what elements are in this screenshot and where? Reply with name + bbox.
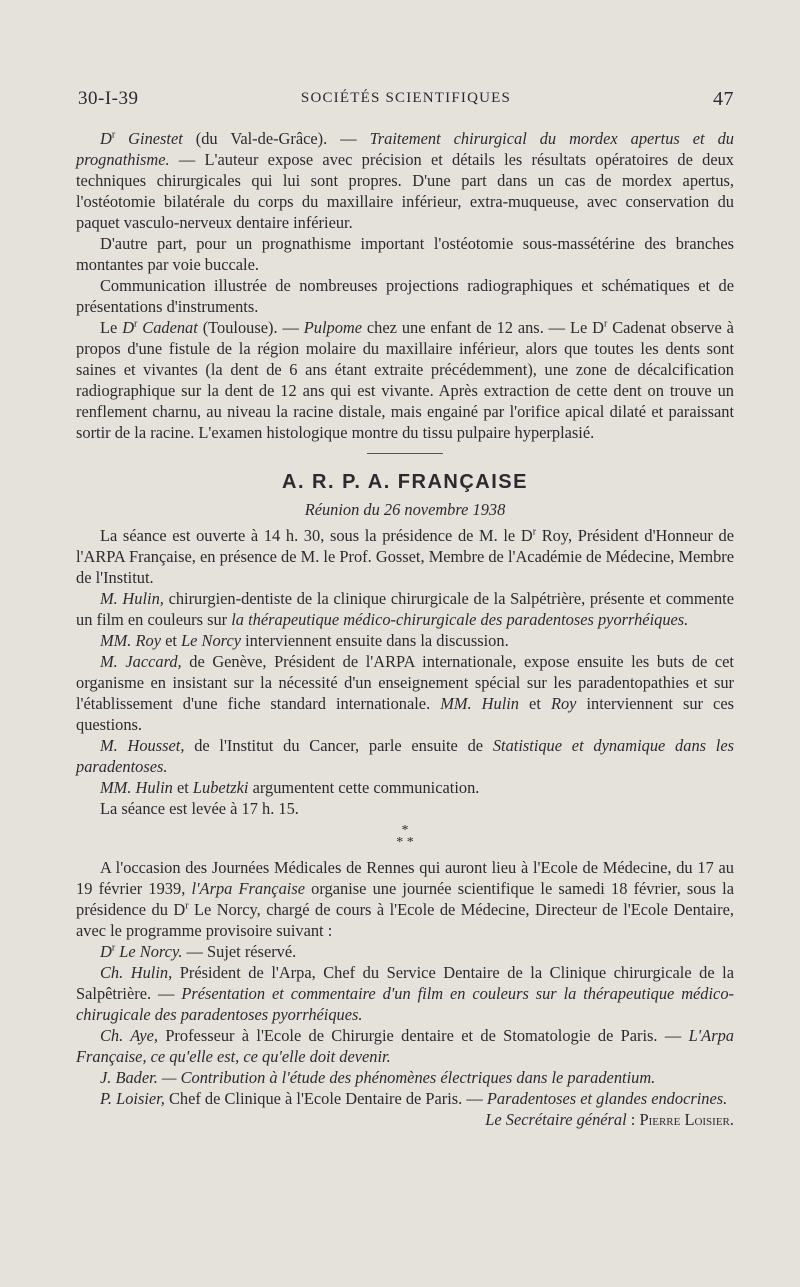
dr-abbrev: $D^r$ (100, 129, 116, 148)
program-item-hulin: Ch. Hulin, Président de l'Arpa, Chef du Service Dentaire de la Clinique chirurgicale de la Salpêtrière. — Présentation et commentaire d'un film en couleurs sur la thérapeutique médico-chirugicale des paradentoses pyorrhéiques. (76, 963, 734, 1024)
page-number: 47 (713, 88, 734, 110)
paragraph-communication: Communication illustrée de nombreuses projections radiographiques et schématiques et de présentations d'instruments. (76, 276, 734, 316)
paragraph-seance-levee: La séance est levée à 17 h. 15. (100, 799, 299, 818)
running-header (78, 84, 734, 114)
paragraph-journees-rennes: A l'occasion des Journées Médicales de Rennes qui auront lieu à l'Ecole de Médecine, du 17 au 19 février 1939, l'Arpa Française organise une journée scientifique le samedi 18 février, sous la présidence du $D^r$ Le Norcy, chargé de cours à l'Ecole de Médecine, Directeur de l'Ecole Dentaire, avec le programme provisoire suivant : (76, 858, 735, 940)
paragraph-prognathisme: D'autre part, pour un prognathisme important l'ostéotomie sous-massétérine des branches montantes par voie buccale. (76, 234, 734, 274)
paragraph-seance-ouverte: La séance est ouverte à 14 h. 30, sous la présidence de M. le $D^r$ Roy, Président d'Honneur de l'ARPA Française, en présence de M. le Prof. Gosset, Membre de l'Académie de Médecine, Membre de l'Institut. (76, 526, 734, 587)
paragraph-jaccard: M. Jaccard, de Genève, Président de l'ARPA internationale, expose ensuite les buts de cet organisme en insistant sur la nécessité d'un enseignement spécial sur les paradentopathies et sur l'établissement d'une fiche standard internationale. MM. Hulin et Roy interviennent sur ces questions. (76, 652, 734, 734)
signature: Le Secrétaire général : Pierre Loisier. (485, 1110, 734, 1129)
meeting-date: Réunion du 26 novembre 1938 (304, 500, 506, 519)
paragraph-discussion: MM. Roy et Le Norcy interviennent ensuite dans la discussion. (100, 631, 509, 650)
header-date: 30-I-39 (78, 88, 139, 109)
header-section: SOCIÉTÉS SCIENTIFIQUES (300, 90, 512, 106)
section-divider (367, 453, 443, 454)
program-item-loisier: P. Loisier, Chef de Clinique à l'Ecole Dentaire de Paris. — Paradentoses et glandes endocrines. Le Secrétaire général : Pierre Loisier. (100, 1089, 734, 1129)
paragraph-lubetzki: MM. Hulin et Lubetzki argumentent cette communication. (100, 778, 480, 797)
program-item-bader: J. Bader. — Contribution à l'étude des phénomènes électriques dans le paradentium. (100, 1068, 656, 1087)
asterism: * * * (396, 823, 414, 850)
paragraph-hulin: M. Hulin, chirurgien-dentiste de la clinique chirurgicale de la Salpétrière, présente et commente un film en couleurs sur la thérapeutique médico-chirurgicale des paradentoses pyorrhéiques. (76, 589, 734, 629)
program-item-le-norcy: $D^r$ Le Norcy. — Sujet réservé. (100, 942, 297, 961)
paragraph-cadenat: Le $D^r$ Cadenat (Toulouse). — Pulpome chez une enfant de 12 ans. — Le $D^r$ Cadenat observe à propos d'une fistule de la région molaire du maxillaire inférieur, alors que toutes les dents sont saines et vivantes (la dent de 6 ans étant extraite précédemment), une zone de décalcification radiographique sur la dent de 12 ans qui est vivante. Après extraction de cette dent on trouve un renflement charnu, au niveau la racine distale, mais engainé par l'orifice apical dilaté et paraissant sortir de la racine. L'examen histologique montre du tissu pulpaire hyperplasié. (76, 318, 734, 442)
section-title: A. R. P. A. FRANÇAISE (282, 471, 528, 493)
program-item-aye: Ch. Aye, Professeur à l'Ecole de Chirurgie dentaire et de Stomatologie de Paris. — L'Arpa Française, ce qu'elle est, ce qu'elle doit devenir. (76, 1026, 734, 1066)
body-text (76, 128, 734, 1130)
paragraph-housset: M. Housset, de l'Institut du Cancer, parle ensuite de Statistique et dynamique dans les paradentoses. (76, 736, 734, 776)
paragraph-ginestet: $D^r$ Ginestet (du Val-de-Grâce). — Traitement chirurgical du mordex apertus et du prognathisme. — L'auteur expose avec précision et détails les résultats opératoires de deux techniques chirurgicales qui lui sont propres. D'une part dans un cas de mordex apertus, l'ostéotomie bilatérale du corps du maxillaire inférieur, extra-muqueuse, avec conservation du paquet vasculo-nerveux dentaire inférieur. (76, 129, 734, 232)
